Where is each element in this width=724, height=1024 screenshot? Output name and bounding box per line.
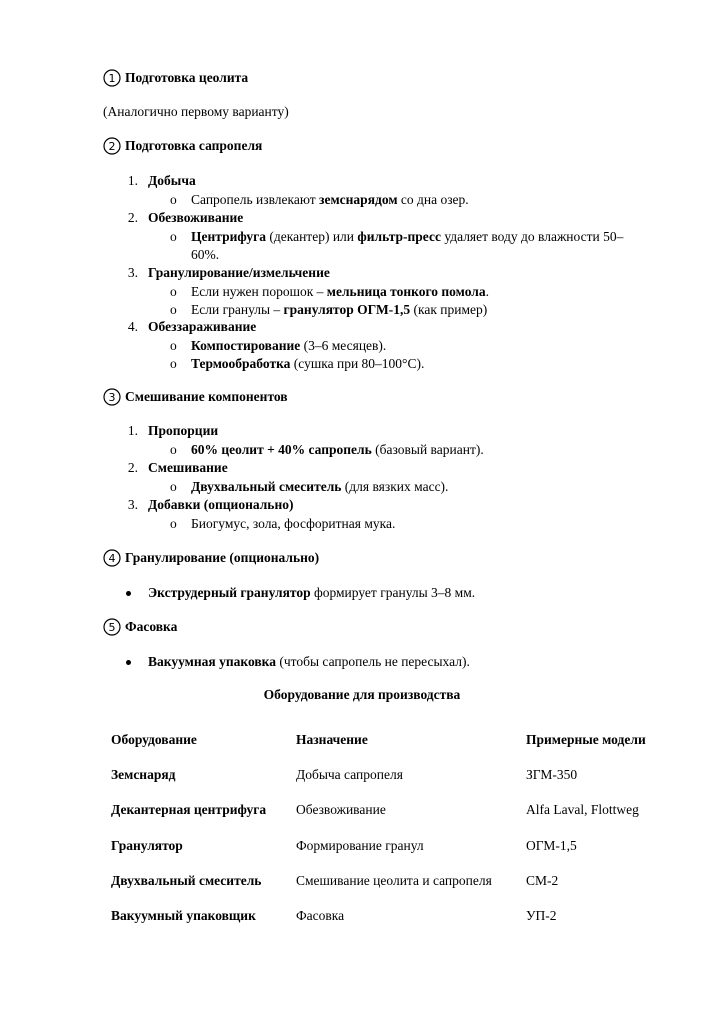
sub-bullet-icon: o (170, 479, 177, 494)
list-item-label: Обеззараживание (148, 319, 257, 334)
table-cell: Гранулятор (111, 838, 183, 853)
sub-item: 60% цеолит + 40% сапропель (базовый вариант). (191, 442, 484, 457)
section-title: Подготовка цеолита (125, 70, 249, 85)
sub-item: Термообработка (сушка при 80–100°C). (191, 356, 425, 371)
table-cell: Декантерная центрифуга (111, 802, 267, 817)
circled-number-5-icon (103, 618, 121, 636)
circled-number-5: 5 (108, 621, 116, 634)
section-title: Смешивание компонентов (125, 389, 288, 404)
table-cell: Формирование гранул (296, 838, 424, 853)
list-item-label: Гранулирование/измельчение (148, 265, 330, 280)
sub-item: Если нужен порошок – мельница тонкого помола. (191, 284, 489, 299)
list-item-label: Пропорции (148, 423, 219, 438)
circled-number-4-icon (103, 549, 121, 567)
sub-item: Сапропель извлекают земснарядом со дна озер. (191, 192, 469, 207)
section-title: Гранулирование (опционально) (125, 550, 320, 565)
list-number: 2. (127, 460, 138, 475)
circled-number-3-icon (103, 388, 121, 406)
table-header: Примерные модели (526, 732, 646, 747)
list-number: 3. (127, 497, 138, 512)
table-cell: СМ-2 (526, 873, 559, 888)
table-cell: Фасовка (296, 908, 345, 923)
list-item-label: Добыча (148, 173, 196, 188)
table-cell: Смешивание цеолита и сапропеля (296, 873, 492, 888)
table-cell: Земснаряд (111, 767, 176, 782)
list-item-label: Обезвоживание (148, 210, 244, 225)
circled-number-1: 1 (108, 72, 116, 85)
list-number: 1. (127, 423, 138, 438)
table-cell: ОГМ-1,5 (526, 838, 577, 853)
table-cell: Alfa Laval, Flottweg (526, 802, 639, 817)
bullet-icon (126, 660, 131, 665)
sub-item: Биогумус, зола, фосфоритная мука. (191, 516, 396, 531)
sub-bullet-icon: o (170, 516, 177, 531)
sub-item: Двухвальный смеситель (для вязких масс). (191, 479, 449, 494)
sub-bullet-icon: o (170, 284, 177, 299)
circled-number-2-icon (103, 137, 121, 155)
bullet-item: Экструдерный гранулятор формирует гранулы 3–8 мм. (148, 585, 476, 600)
section-note: (Аналогично первому варианту) (103, 104, 289, 119)
list-number: 3. (127, 265, 138, 280)
sub-bullet-icon: o (170, 356, 177, 371)
sub-item: Если гранулы – гранулятор ОГМ-1,5 (как пример) (191, 302, 488, 317)
sub-bullet-icon: o (170, 192, 177, 207)
circled-number-3: 3 (108, 391, 116, 404)
section-title: Фасовка (125, 619, 178, 634)
equipment-title: Оборудование для производства (263, 687, 461, 702)
bullet-item: Вакуумная упаковка (чтобы сапропель не пересыхал). (148, 654, 470, 669)
table-header: Оборудование (111, 732, 197, 747)
circled-number-1-icon (103, 69, 121, 87)
table-cell: УП-2 (526, 908, 557, 923)
table-cell: ЗГМ-350 (526, 767, 578, 782)
table-cell: Вакуумный упаковщик (111, 908, 256, 923)
sub-bullet-icon: o (170, 229, 177, 244)
sub-item: Центрифуга (декантер) или фильтр-пресс удаляет воду до влажности 50– (191, 229, 624, 244)
section-title: Подготовка сапропеля (125, 138, 263, 153)
table-header: Назначение (296, 732, 368, 747)
bullet-icon (126, 591, 131, 596)
table-cell: Двухвальный смеситель (111, 873, 262, 888)
sub-bullet-icon: o (170, 302, 177, 317)
list-number: 1. (127, 173, 138, 188)
list-number: 2. (127, 210, 138, 225)
circled-number-2: 2 (108, 140, 116, 153)
sub-item: Компостирование (3–6 месяцев). (191, 338, 387, 353)
list-item-label: Добавки (опционально) (148, 497, 294, 512)
sub-bullet-icon: o (170, 442, 177, 457)
table-cell: Обезвоживание (296, 802, 386, 817)
table-cell: Добыча сапропеля (296, 767, 403, 782)
list-number: 4. (127, 319, 138, 334)
list-item-label: Смешивание (148, 460, 228, 475)
sub-item-continuation: 60%. (191, 247, 220, 262)
circled-number-4: 4 (108, 552, 116, 565)
sub-bullet-icon: o (170, 338, 177, 353)
